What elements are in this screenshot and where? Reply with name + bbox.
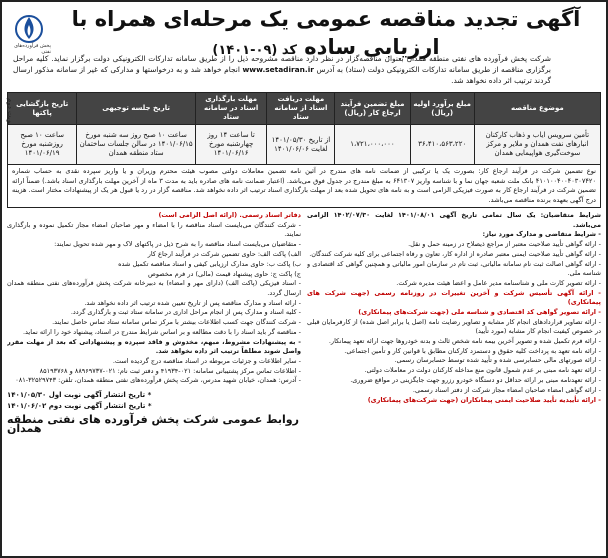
cond-right-p11: - ارائه نامه تعهد به پرداخت کلیه حقوق و دستمزد کارکنان مطابق با قوانین کار و تأمین اجتماعی.: [344, 346, 601, 355]
conditions-columns: [7, 211, 601, 530]
flame-logo-icon: [12, 13, 46, 43]
col-estimate: مبلغ برآورد اولیه (ریال): [410, 93, 474, 125]
logo-text: پخش فرآورده‌های نفتی: [14, 43, 51, 55]
cond-left-p10: - شرکت کنندگان جهت کسب اطلاعات بیشتر با مرکز تماس سامانه ستاد تماس حاصل نمایند.: [52, 318, 301, 327]
insertion-note: نوبت دوم: [6, 98, 14, 126]
conditions-right-column: [307, 211, 601, 530]
cell-upload-deadline: تا ساعت ۱۴ روز چهارشنبه مورخ ۱۴۰۱/۰۶/۱۶: [195, 125, 267, 165]
cell-opening-date: ساعت ۱۰ صبح روزشنبه مورخ ۱۴۰۱/۰۶/۱۹: [8, 125, 77, 165]
cell-guarantee: ۱،۷۲۱،۰۰۰،۰۰۰: [335, 125, 410, 165]
cond-left-p5: ب) پاکت ب: حاوی مدارک ارزیابی کیفی و اسناد مناقصه تکمیل شده: [118, 259, 301, 268]
cond-right-p15: - ارائه گواهی امضاء صاحبان امضاء مجاز شرکت از دفتر اسناد رسمی.: [412, 385, 601, 394]
cond-left-p9: - کلیه اسناد و مدارک پس از انجام مراحل اداری در سامانه ستاد ثبت و بارگذاری گردد.: [70, 308, 301, 317]
cond-left-p13: - سایر اطلاعات و جزئیات مربوطه در اسناد مناقصه درج گردیده است.: [112, 356, 301, 365]
cond-left-p8: - ارائه اسناد و مدارک مناقصه پس از تاریخ تعیین شده ترتیب اثر داده نخواهد شد.: [84, 298, 301, 307]
col-upload-deadline: مهلت بارگذاری اسناد در سامانه ستاد: [195, 93, 267, 125]
cond-right-p3: - ارائه گواهی تأیید صلاحیت معتبر از مراجع ذیصلاح در زمینه حمل و نقل.: [408, 240, 601, 249]
cond-right-p13: - ارائه تعهد نامه مبنی بر عدم شمول قانون منع مداخله کارکنان دولت در معاملات دولتی.: [364, 366, 601, 375]
table-row: [8, 125, 601, 165]
cond-right-p16: - ارائه تأییدیه تأیید صلاحیت ایمنی پیمانکاران (جهت شرکت‌های پیمانکاری): [367, 395, 601, 404]
cell-briefing-date: ساعت ۱۰ صبح روز سه شنبه مورخ ۱۴۰۱/۰۶/۱۵ در سالن جلسات ساختمان ستاد منطقه همدان: [77, 125, 196, 165]
guarantee-notes: نوع تضمین شرکت در فرآیند ارجاع کار: بصورت یک یا ترکیبی از ضمانت نامه های مندرج در آئین نامه تضمین معاملات دولتی مصوب هیئت محترم وزیران و یا واریز سپرده نقدی به حساب شماره ۴۱۰۱۰۰۴۰۰۴۰۳۰۷۴۲۰ بانک ملت شعبه جهان نما و با شناسه واریز ۶۴۱۳۰۷ به مبلغ مندرج در جدول فوق می‌باشد. (اعتبار ضمانت نامه های صادره باید به مدت ۳ ماه از آخرین مهلت بارگذاری اسناد باشد.) ضمناً ارائه تضمین شرکت در فرآیند ارجاع کار به صورت فیزیکی الزامی است و به نامه های تحویل شده بعد از مهلت بارگذاری اسناد ترتیب اثر داده نخواهد شد. مناقصه گزار در رد یا قبول هر یک از پیشنهادات مختار است. هزینه درج آگهی بعهده برنده مناقصه می‌باشد.: [7, 165, 601, 208]
public-relations-signature: روابط عمومی شرکت پخش فرآورده های نفتی منطقه همدان: [7, 412, 299, 436]
cond-left-p3: - متقاضیان می‌بایست اسناد مناقصه را به شرح ذیل در پاکتهای لاک و مهر شده تحویل نمایند:: [54, 240, 301, 249]
notice-title-text: آگهی تجدید مناقصه عمومی یک مرحله‌ای همراه با ارزیابی ساده: [71, 7, 581, 59]
cond-right-p10: - ارائه فرم تکمیل شده و تصویر آخرین بیمه نامه شخص ثالث و بدنه خودروها جهت ارائه تعهد پیمانکار.: [328, 336, 601, 345]
cond-right-p5: - ارائه گواهی اصالت ثبت نام سامانه مالیاتی، ثبت نام در سازمان امور مالیاتی و همچنین گواهی کد اقتصادی و شناسه ملی.: [307, 259, 601, 278]
cond-right-p6: - ارائه تصویر کارت ملی و شناسنامه مدیر عامل و اعضا هیئت مدیره شرکت.: [396, 278, 601, 287]
cond-left-p15: - آدرس: همدان، خیابان شهید مدرس، شرکت پخش فرآورده‌های نفتی منطقه همدان، تلفن: ۳۲۵۲۹۷۴۳-۰۸۱: [15, 376, 301, 385]
cond-right-p7: - ارائه آگهی تأسیس شرکت و آخرین تغییرات در روزنامه رسمی (جهت شرکت های پیمانکاری): [307, 288, 601, 307]
cond-left-p4: الف) پاکت الف: حاوی تضمین شرکت در فرآیند ارجاع کار: [147, 250, 301, 259]
notice-code: کد (۰۹-۱۴۰۱): [212, 43, 297, 58]
company-logo: [7, 13, 51, 57]
setad-url-link[interactable]: www.setadiran.ir: [242, 65, 314, 74]
cond-right-p9: - ارائه تصاویر قراردادهای انجام کار مشابه و تصاویر رضایت نامه (اصل یا برابر اصل شده) از کارفرمایان قبلی در خصوص کیفیت انجام کار مشابه (مورد تأیید): [307, 317, 601, 335]
cond-left-p12: - به پیشنهادات مشروط، مبهم، مخدوش و فاقد سپرده و پیشنهاداتی که بعد از مهلت مقرر واصل شوند مطلقاً ترتیب اثر داده نخواهد شد.: [7, 337, 301, 356]
cond-right-p8: - ارائه تصویر گواهی کد اقتصادی و شناسه ملی (جهت شرکت‌های پیمانکاری): [358, 307, 601, 316]
col-opening-date: تاریخ بازگشایی پاکتها: [8, 93, 77, 125]
intro-part2: انجام خواهد شد و به درخواستها و مدارکی که غیر از سامانه مذکور ارسال گردند ترتیب اثر داده نخواهد شد.: [13, 65, 551, 85]
cond-right-p4: - ارائه گواهی تأیید صلاحیت ایمنی معتبر صادره از اداره کار، تعاون و رفاه اجتماعی برای کلیه شرکت کنندگان.: [309, 250, 601, 259]
col-guarantee: مبلغ تضمین فرآیند ارجاع کار (ریال): [335, 93, 410, 125]
col-briefing-date: تاریخ جلسه توجیهی: [77, 93, 196, 125]
cond-right-p1: شرایط متقاضیان: یک سال تمامی تاریخ آگهی ۱۴۰۱/۰۸/۰۱ لغایت ۱۴۰۲/۰۷/۳۰ الزامی می‌باشد.: [307, 211, 601, 229]
tender-table-header-row: [8, 93, 601, 125]
tender-table: [7, 92, 601, 165]
header: [7, 5, 601, 59]
intro-part1: شرکت پخش فرآورده های نفتی منطقه همدان بعنوان مناقصه‌گزار در نظر دارد مناقصه مشروحه ذیل را از طریق سامانه تدارکات الکترونیکی دولت برگزار نماید. کلیه مراحل برگزاری مناقصه از طریق سامانه تدارکات الکترونیکی دولت (ستاد) به آدرس: [13, 54, 551, 74]
cond-right-p2: - شرایط متقاضی و مدارک مورد نیاز:: [482, 230, 601, 239]
cond-left-p14: - اطلاعات تماس مرکز پشتیبانی سامانه: ۰۲۱-۴۱۹۳۴ و دفتر ثبت نام: ۰۲۱-۸۸۹۶۹۷۳۷ و ۸۵۱۹۳۷۶۸: [39, 366, 301, 375]
col-receive-deadline: مهلت دریافت اسناد از سامانه ستاد: [267, 93, 335, 125]
cond-left-p6: ج) پاکت ج: حاوی پیشنهاد قیمت (مالی) در فرم مخصوص: [147, 269, 301, 278]
cond-left-p2: - شرکت کنندگان می‌بایست اسناد مناقصه را با امضاء و مهر صاحبان امضاء مجاز تکمیل نموده و بارگذاری نمایند.: [7, 221, 301, 239]
cell-estimate: ۳۶،۴۱۰،۵۶۳،۲۲۰: [410, 125, 474, 165]
cond-left-p11: - مناقصه گر باید اسناد را با دقت مطالعه و بر اساس شرایط مندرج در اسناد، پیشنهاد خود را ارائه نماید.: [22, 327, 301, 336]
cell-receive-deadline: از تاریخ ۱۴۰۱/۰۵/۳۰ لغایت ۱۴۰۱/۰۶/۰۶: [267, 125, 335, 165]
first-publication-date: * تاریخ انتشار آگهی نوبت اول ۱۴۰۱/۰۵/۳۰: [7, 390, 152, 399]
publication-dates: [7, 390, 301, 412]
cond-right-p12: - ارائه صورتهای مالی حسابرسی شده و تأیید شده توسط حسابرسان رسمی.: [394, 356, 601, 365]
conditions-left-column: [7, 211, 301, 530]
cond-left-p7: - اسناد فیزیکی (پاکت الف) (دارای مهر و امضاء) به دبیرخانه شرکت پخش فرآورده‌های نفتی منطقه همدان ارسال گردد.: [7, 279, 301, 297]
intro-paragraph: [7, 51, 601, 88]
second-publication-date: * تاریخ انتشار آگهی نوبت دوم ۱۴۰۱/۰۶/۰۲: [7, 401, 152, 410]
cond-left-p1: دفاتر اسناد رسمی. (ارائه اصل الزامی است): [158, 211, 301, 220]
col-subject: موضوع مناقصه: [474, 93, 600, 125]
cell-subject: تأمین سرویس ایاب و ذهاب کارکنان انبارهای نفت همدان و ملایر و مرکز سوخت‌گیری هواپیمایی همدان: [474, 125, 600, 165]
cond-right-p14: - ارائه تعهدنامه مبنی بر ارائه حداقل دو دستگاه خودرو رزرو جهت جایگزینی در مواقع ضروری.: [350, 375, 601, 384]
